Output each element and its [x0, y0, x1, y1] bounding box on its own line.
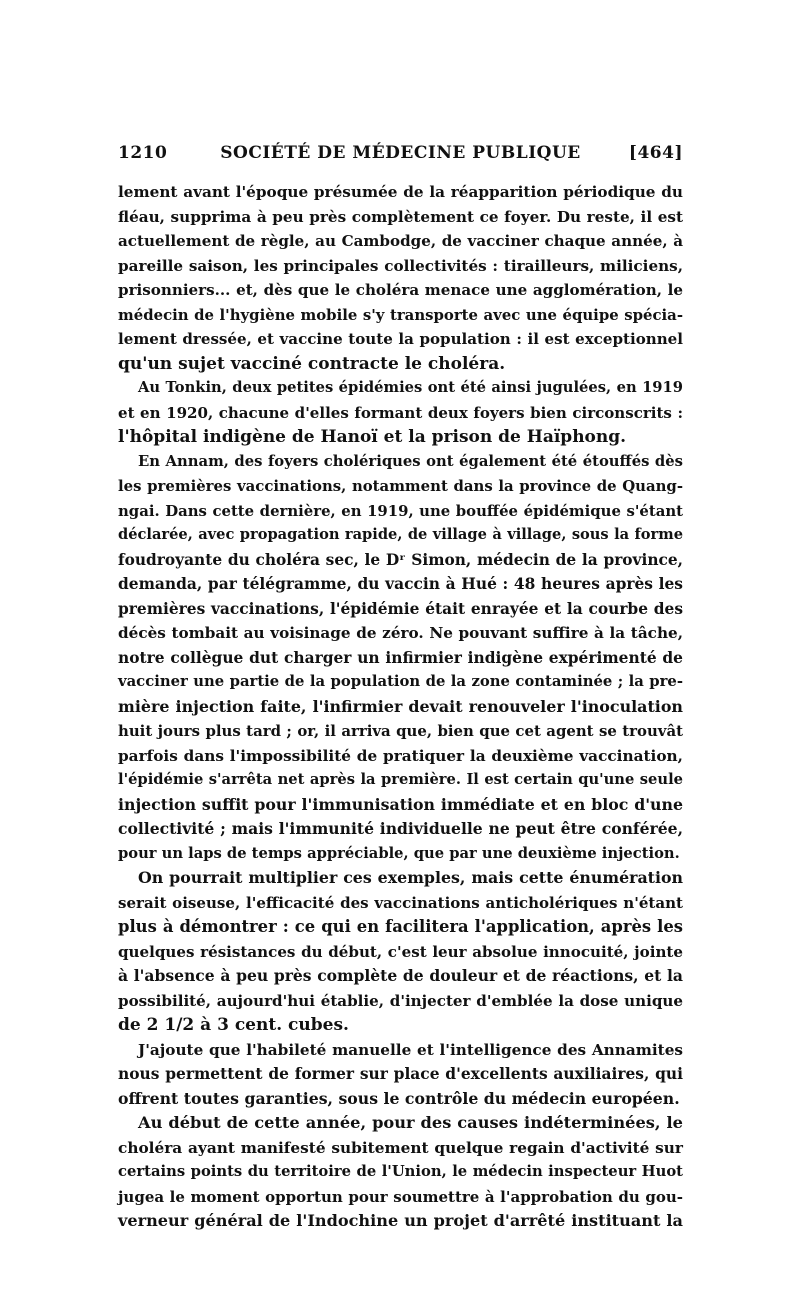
text-line: Au début de cette année, pour des causes indéterminées, le [138, 1113, 683, 1132]
text-line: J'ajoute que l'habileté manuelle et l'intelligence des Annamites [138, 1040, 683, 1059]
text-line: possibilité, aujourd'hui établie, d'injecter d'emblée la dose unique [118, 991, 683, 1010]
text-line: mière injection faite, l'infirmier devait renouveler l'inoculation [118, 696, 683, 716]
text-line: vacciner une partie de la population de la zone contaminée ; la pre- [118, 673, 683, 690]
text-line: demanda, par télégramme, du vaccin à Hué : 48 heures après les [118, 575, 683, 593]
page-number: 1210 [118, 143, 168, 163]
text-line: plus à démontrer : ce qui en facilitera l'application, après les [118, 917, 683, 936]
text-line: de 2 1/2 à 3 cent. cubes. [118, 1015, 349, 1035]
text-line: pour un laps de temps appréciable, que par une deuxième injection. [118, 844, 680, 862]
text-line: En Annam, des foyers cholériques ont également été étouffés dès [138, 452, 683, 470]
text-line: serait oiseuse, l'efficacité des vaccinations anticholériques n'étant [118, 893, 683, 912]
section-reference: [464] [628, 143, 683, 163]
text-line: choléra ayant manifesté subitement quelque regain d'activité sur [118, 1138, 683, 1157]
running-title: SOCIÉTÉ DE MÉDECINE PUBLIQUE [220, 143, 581, 163]
text-line: l'épidémie s'arrêta net après la première. Il est certain qu'une seule [118, 771, 683, 788]
text-line: premières vaccinations, l'épidémie était enrayée et la courbe des [118, 599, 683, 618]
text-line: foudroyante du choléra sec, le Dʳ Simon, médecin de la province, [118, 550, 683, 569]
text-line: ngai. Dans cette dernière, en 1919, une bouffée épidémique s'étant [118, 501, 683, 520]
text-line: actuellement de règle, au Cambodge, de vacciner chaque année, à [118, 232, 683, 250]
text-line: et en 1920, chacune d'elles formant deux foyers bien circonscrits : [118, 403, 683, 422]
text-line: injection suffit pour l'immunisation immédiate et en bloc d'une [118, 794, 683, 814]
text-line: On pourrait multiplier ces exemples, mais cette énumération [138, 868, 683, 887]
text-line: fléau, supprima à peu près complètement ce foyer. Du reste, il est [118, 207, 683, 226]
text-line: collectivité ; mais l'immunité individuelle ne peut être conférée, [118, 819, 683, 838]
text-line: les premières vaccinations, notamment dans la province de Quang- [118, 477, 683, 495]
text-line: médecin de l'hygiène mobile s'y transporte avec une équipe spécia- [118, 305, 683, 324]
text-line: décès tombait au voisinage de zéro. Ne pouvant suffire à la tâche, [118, 624, 683, 642]
text-line: qu'un sujet vacciné contracte le choléra. [118, 353, 506, 374]
text-line: lement avant l'époque présumée de la réapparition périodique du [118, 183, 683, 201]
body-text [118, 180, 683, 1234]
text-line: certains points du territoire de l'Union, le médecin inspecteur Huot [118, 1163, 683, 1180]
text-line: verneur général de l'Indochine un projet d'arrêté instituant la [118, 1211, 683, 1230]
text-line: offrent toutes garanties, sous le contrôle du médecin européen. [118, 1088, 680, 1108]
text-line: à l'absence à peu près complète de douleur et de réactions, et la [118, 966, 683, 985]
text-line: prisonniers... et, dès que le choléra menace une agglomération, le [118, 281, 683, 299]
text-line: notre collègue dut charger un infirmier indigène expérimenté de [118, 648, 683, 667]
text-line: nous permettent de former sur place d'excellents auxiliaires, qui [118, 1065, 683, 1083]
text-line: pareille saison, les principales collectivités : tirailleurs, miliciens, [118, 256, 683, 275]
text-line: quelques résistances du début, c'est leur absolue innocuité, jointe [118, 942, 683, 961]
text-line: parfois dans l'impossibilité de pratiquer la deuxième vaccination, [118, 746, 683, 765]
text-line: lement dressée, et vaccine toute la population : il est exceptionnel [118, 330, 683, 348]
text-line: jugea le moment opportun pour soumettre à l'approbation du gou- [118, 1187, 683, 1206]
text-line: Au Tonkin, deux petites épidémies ont été ainsi jugulées, en 1919 [138, 379, 683, 396]
text-line: l'hôpital indigène de Hanoï et la prison de Haïphong. [118, 427, 627, 447]
text-line: déclarée, avec propagation rapide, de village à village, sous la forme [118, 526, 683, 543]
text-line: huit jours plus tard ; or, il arriva que, bien que cet agent se trouvât [118, 722, 683, 740]
page-header [118, 143, 683, 169]
